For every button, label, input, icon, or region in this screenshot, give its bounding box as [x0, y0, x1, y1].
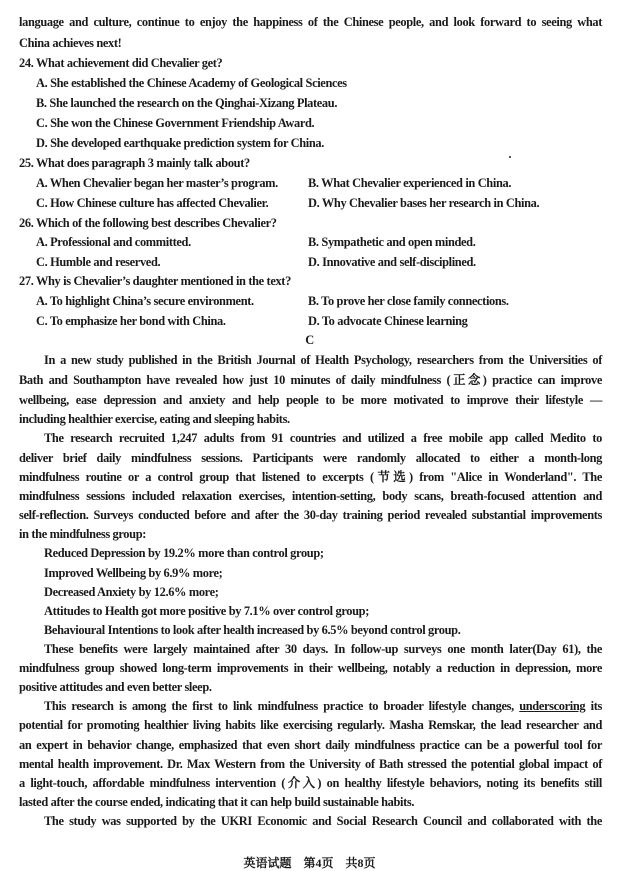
- intro-line: China achieves next!: [19, 36, 122, 50]
- underlined-word: underscoring: [519, 699, 586, 713]
- question-25-option-c[interactable]: C. How Chinese culture has affected Chevalier.: [36, 196, 269, 210]
- question-27-stem: 27. Why is Chevalier’s daughter mentioned in the text?: [19, 274, 291, 288]
- question-24-option-c[interactable]: C. She won the Chinese Government Friendship Award.: [36, 116, 315, 130]
- question-25-option-b[interactable]: B. What Chevalier experienced in China.: [308, 176, 512, 190]
- paragraph-4-line: mental health improvement. Dr. Max Western from the University of Bath stressed the potential global impact of: [19, 757, 602, 771]
- section-c-label: C: [305, 333, 314, 347]
- question-27-option-c[interactable]: C. To emphasize her bond with China.: [36, 314, 226, 328]
- question-25-option-a[interactable]: A. When Chevalier began her master’s program.: [36, 176, 278, 190]
- paragraph-2-line: mindfulness routine or a control group that listened to excerpts (节选) from "Alice in Wonderland". The: [19, 470, 602, 484]
- paragraph-5-line: The study was supported by the UKRI Economic and Social Research Council and collaborated with the: [44, 814, 602, 828]
- page-footer: 英语试题 第4页 共8页: [243, 856, 376, 870]
- paragraph-3-line: These benefits were largely maintained after 30 days. In follow-up surveys one month later(Day 61), the: [44, 642, 602, 656]
- paragraph-2-line: The research recruited 1,247 adults from 91 countries and utilized a free mobile app called Medito to: [44, 431, 602, 445]
- paragraph-1-line: Bath and Southampton have revealed how just 10 minutes of daily mindfulness (正念) practice can improve: [19, 373, 602, 387]
- result-item: Behavioural Intentions to look after health increased by 6.5% beyond control group.: [44, 623, 461, 637]
- paragraph-1-line: including healthier exercise, eating and sleeping habits.: [19, 412, 290, 426]
- question-27-option-b[interactable]: B. To prove her close family connections.: [308, 294, 509, 308]
- question-26-option-c[interactable]: C. Humble and reserved.: [36, 255, 161, 269]
- paragraph-4-line: lasted after the course ended, indicating that it can help build sustainable habits.: [19, 795, 415, 809]
- paragraph-2-line: deliver brief daily mindfulness sessions. Participants were randomly allocated to either a month-long: [19, 451, 602, 465]
- question-24-option-b[interactable]: B. She launched the research on the Qinghai-Xizang Plateau.: [36, 96, 338, 110]
- result-item: Improved Wellbeing by 6.9% more;: [44, 566, 223, 580]
- result-item: Decreased Anxiety by 12.6% more;: [44, 585, 219, 599]
- question-26-option-b[interactable]: B. Sympathetic and open minded.: [308, 235, 476, 249]
- paragraph-1-line: In a new study published in the British Journal of Health Psychology, researchers from the Universities of: [44, 353, 602, 367]
- paragraph-2-line: self-reflection. Surveys conducted before and after the 30-day training period revealed substantial improvements: [19, 508, 602, 522]
- paragraph-1-line: wellbeing, ease depression and anxiety and help people to be more motivated to improve their lifestyle —: [19, 393, 602, 407]
- paragraph-4-text: its: [585, 699, 602, 713]
- question-25-option-d[interactable]: D. Why Chevalier bases her research in China.: [308, 196, 540, 210]
- question-27-option-a[interactable]: A. To highlight China’s secure environment.: [36, 294, 254, 308]
- paragraph-4-line: [44, 698, 602, 714]
- paragraph-4-text: This research is among the first to link mindfulness practice to broader lifestyle changes,: [44, 699, 520, 713]
- question-26-option-a[interactable]: A. Professional and committed.: [36, 235, 191, 249]
- stray-mark: [509, 156, 511, 158]
- question-24-stem: 24. What achievement did Chevalier get?: [19, 56, 223, 70]
- question-24-option-a[interactable]: A. She established the Chinese Academy of Geological Sciences: [36, 76, 347, 90]
- question-27-option-d[interactable]: D. To advocate Chinese learning: [308, 314, 468, 328]
- question-26-option-d[interactable]: D. Innovative and self-disciplined.: [308, 255, 476, 269]
- question-25-stem: 25. What does paragraph 3 mainly talk about?: [19, 156, 250, 170]
- paragraph-4-line: potential for promoting healthier living habits like exercising regularly. Masha Remskar, the lead researcher and: [19, 718, 602, 732]
- intro-line: language and culture, continue to enjoy the happiness of the Chinese people, and look forward to seeing what: [19, 15, 602, 29]
- paragraph-3-line: mindfulness group showed long-term improvements in their wellbeing, notably a reduction in depression, more: [19, 661, 602, 675]
- paragraph-2-line: mindfulness sessions included relaxation exercises, intention-setting, body scans, breath-focused attention and: [19, 489, 602, 503]
- question-24-option-d[interactable]: D. She developed earthquake prediction system for China.: [36, 136, 325, 150]
- paragraph-4-line: a light-touch, affordable mindfulness intervention (介入) on healthy lifestyle behaviors, noting its benefits still: [19, 776, 602, 790]
- paragraph-3-line: positive attitudes and even better sleep.: [19, 680, 212, 694]
- paragraph-2-line: in the mindfulness group:: [19, 527, 147, 541]
- result-item: Attitudes to Health got more positive by 7.1% over control group;: [44, 604, 369, 618]
- result-item: Reduced Depression by 19.2% more than control group;: [44, 546, 324, 560]
- question-26-stem: 26. Which of the following best describes Chevalier?: [19, 216, 277, 230]
- paragraph-4-line: an expert in behavior change, emphasized that even short daily mindfulness practice can be a powerful tool for: [19, 738, 602, 752]
